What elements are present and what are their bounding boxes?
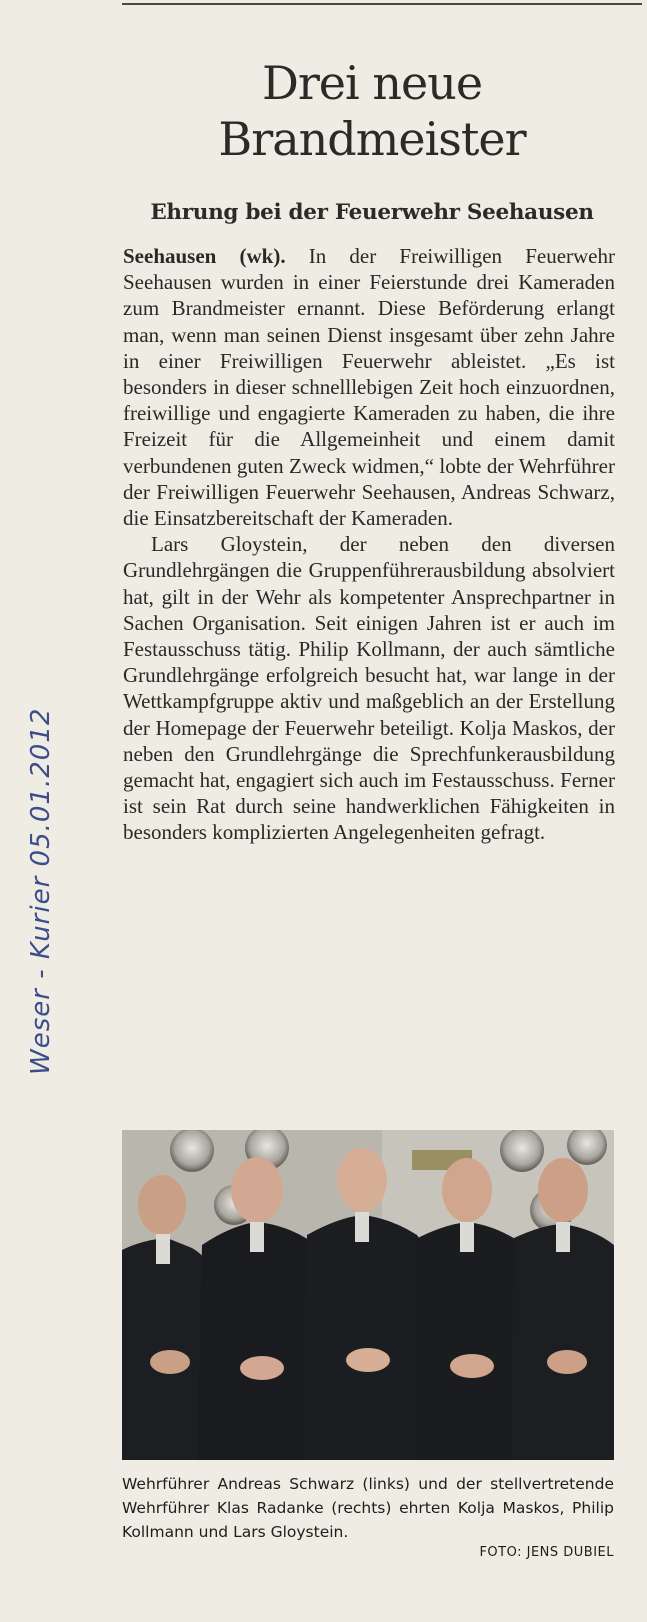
headline-line-2: Brandmeister [218,112,526,166]
top-rule [122,3,642,5]
article-paragraph-2: Lars Gloystein, der neben den diversen Grundlehrgängen die Gruppenführerausbildung absolviert hat, gilt in der Wehr als kompetenter Ansprechpartner in Sachen Organisation. Seit einigen Jahren ist er auch im Festausschuss tätig. Philip Kollmann, der auch sämtliche Grundlehrgänge erfolgreich besucht hat, war lange in der Wettkampfgruppe aktiv und maßgeblich an der Erstellung der Homepage der Feuerwehr beteiligt. Kolja Maskos, der neben den Grundlehrgänge die Sprechfunkerausbildung gemacht hat, engagiert sich auch im Festausschuss. Ferner ist sein Rat durch seine handwerklichen Fähigkeiten in besonders komplizierten Angelegenheiten gefragt. [123,532,615,845]
paragraph-1-text: In der Freiwilligen Feuerwehr Seehausen wurden in einer Feierstunde drei Kameraden zum Brandmeister ernannt. Diese Beförderung erlangt man, wenn man seinen Dienst insgesamt über zehn Jahre in einer Freiwilligen Feuerwehr ableistet. „Es ist besonders in dieser schnelllebigen Zeit hoch einzuordnen, freiwillige und engagierte Kameraden zu haben, die ihre Freizeit für die Allgemeinheit und einem damit verbundenen guten Zweck widmen,“ lobte der Wehrführer der Freiwilligen Feuerwehr Seehausen, Andreas Schwarz, die Einsatzbereitschaft der Kameraden. [123,244,615,531]
dateline: Seehausen (wk). [123,244,286,268]
group-photo-illustration [122,1130,614,1460]
article-body [123,243,615,846]
photo-caption: Wehrführer Andreas Schwarz (links) und der stellvertretende Wehrführer Klas Radanke (rechts) ehrten Kolja Maskos, Philip Kollmann und Lars Gloystein. [122,1475,614,1541]
headline [122,55,622,167]
photo-credit: FOTO: JENS DUBIEL [479,1545,614,1560]
handwritten-source-note: Weser - Kurier 05.01.2012 [26,707,56,1075]
group-photo [122,1130,614,1460]
headline-line-1: Drei neue [261,56,483,110]
article-paragraph-1 [123,243,615,531]
subheadline: Ehrung bei der Feuerwehr Seehausen [150,200,594,225]
